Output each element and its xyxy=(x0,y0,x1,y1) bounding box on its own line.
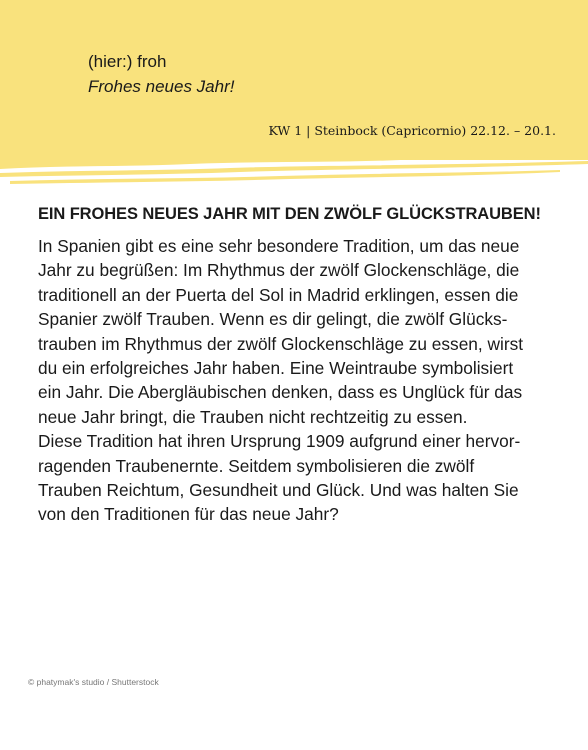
vocabulary-phrase: (hier:) froh xyxy=(88,52,167,71)
article-body xyxy=(38,234,558,527)
body-line: Trauben Reichtum, Gesundheit und Glück. Und was halten Sie xyxy=(38,480,519,501)
body-line: Jahr zu begrüßen: Im Rhythmus der zwölf Glockenschläge, die xyxy=(38,260,520,281)
vocabulary-example: Frohes neues Jahr! xyxy=(88,77,235,96)
image-credit: © phatymak's studio / Shutterstock xyxy=(28,677,159,687)
body-line: ragenden Traubenernte. Seitdem symbolisieren die zwölf xyxy=(38,455,475,476)
body-line: neue Jahr bringt, die Trauben nicht rechtzeitig zu essen. xyxy=(38,406,468,427)
article-headline: EIN FROHES NEUES JAHR MIT DEN ZWÖLF GLÜCKSTRAUBEN! xyxy=(38,205,541,223)
body-line: ein Jahr. Die Abergläubischen denken, dass es Unglück für das xyxy=(38,382,523,403)
body-line: von den Traditionen für das neue Jahr? xyxy=(38,504,339,525)
body-line: traditionell an der Puerta del Sol in Madrid erklingen, essen die xyxy=(38,284,519,305)
calendar-week-label: KW 1 | Steinbock (Capricornio) 22.12. – 20.1. xyxy=(268,123,556,138)
body-line: du ein erfolgreiches Jahr haben. Eine Weintraube symbolisiert xyxy=(38,358,514,379)
body-line: Spanier zwölf Trauben. Wenn es dir gelingt, die zwölf Glücks- xyxy=(38,309,508,330)
body-line: trauben im Rhythmus der zwölf Glockenschläge zu essen, wirst xyxy=(38,333,524,354)
body-line: In Spanien gibt es eine sehr besondere Tradition, um das neue xyxy=(38,236,520,256)
body-line: Diese Tradition hat ihren Ursprung 1909 aufgrund einer hervor- xyxy=(38,431,521,452)
brush-stroke-divider xyxy=(0,150,588,195)
